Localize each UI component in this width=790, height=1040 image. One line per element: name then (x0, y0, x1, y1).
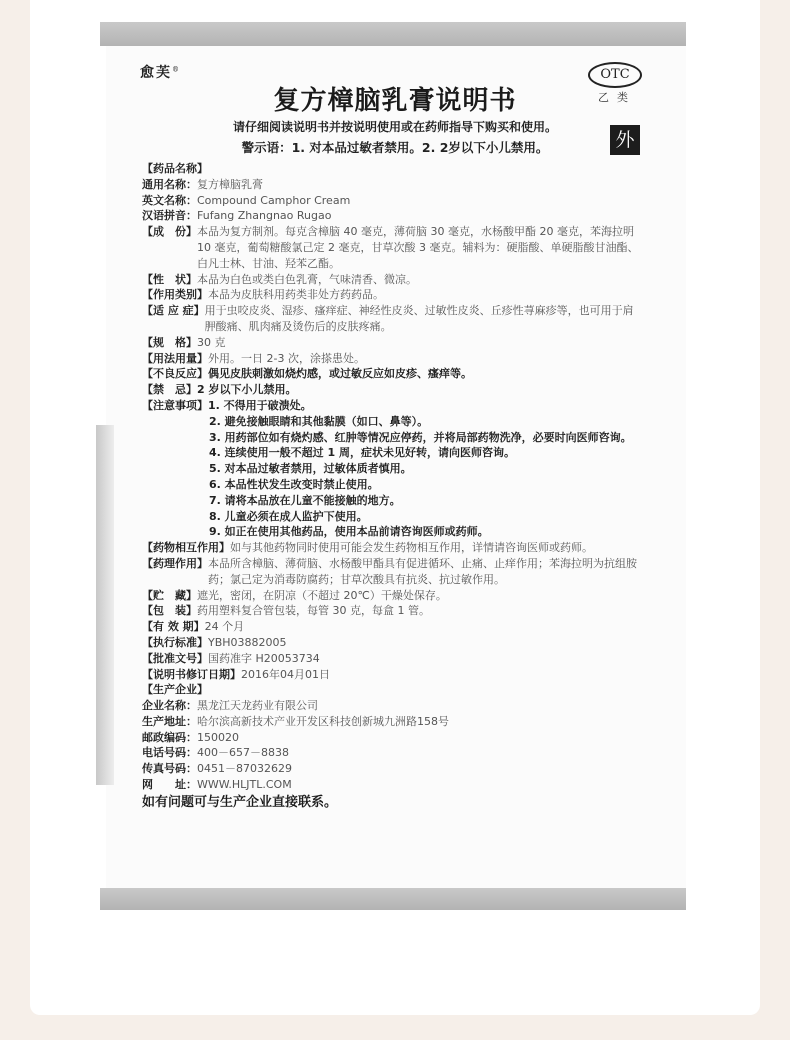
external-use-badge: 外 (610, 125, 640, 155)
section-label: 【包 装】 (142, 604, 197, 618)
section-label: 【批准文号】 (142, 651, 208, 665)
section-label: 【用法用量】 (142, 351, 208, 365)
precaution-item: 2. 避免接触眼睛和其他黏膜（如口、鼻等）。 (209, 414, 429, 428)
warning-line: 警示语：1. 对本品过敏者禁用。2. 2岁以下小儿禁用。 (241, 140, 549, 155)
section-value (208, 682, 642, 698)
precaution-item: 3. 用药部位如有烧灼感、红肿等情况应停药，并将局部药物洗净，必要时向医师咨询。 (209, 430, 632, 444)
section-row (142, 603, 642, 619)
section-label: 【药理作用】 (142, 556, 208, 570)
section-value: 药用塑料复合管包装，每管 30 克，每盒 1 管。 (197, 604, 430, 618)
precaution-item: 9. 如正在使用其他药品，使用本品前请咨询医师或药师。 (209, 525, 489, 539)
section-label: 【适 应 症】 (142, 304, 205, 318)
section-value: Fufang Zhangnao Rugao (197, 209, 332, 223)
section-label: 汉语拼音： (142, 209, 197, 223)
manufacturer-value: 哈尔滨高新技术产业开发区科技创新城九洲路158号 (197, 714, 449, 728)
otc-badge: OTC (588, 62, 642, 88)
section-row (142, 651, 642, 667)
section-value: 如与其他药物同时使用可能会发生药物相互作用，详情请咨询医师或药师。 (230, 541, 593, 555)
manufacturer-value: 150020 (197, 730, 239, 744)
section-label: 【说明书修订日期】 (142, 667, 241, 681)
manufacturer-value: 400－657－8838 (197, 746, 289, 760)
section-value: 本品为白色或类白色乳膏，气味清香、微凉。 (197, 272, 417, 286)
section-value: 2 岁以下小儿禁用。 (197, 383, 297, 397)
section-row (142, 177, 642, 193)
manufacturer-value: 0451－87032629 (197, 762, 292, 776)
manufacturer-row (142, 714, 642, 730)
manufacturer-label: 生产地址： (142, 714, 197, 728)
section-row (142, 635, 642, 651)
precaution-item: 8. 儿童必须在成人监护下使用。 (209, 509, 368, 523)
section-label: 【作用类别】 (142, 288, 208, 302)
section-row (142, 667, 642, 683)
section-value: 外用。一日 2-3 次，涂搽患处。 (208, 351, 365, 365)
section-label: 【规 格】 (142, 335, 197, 349)
section-row (142, 193, 642, 209)
section-label: 【性 状】 (142, 272, 197, 286)
section-row (142, 351, 642, 367)
contact-note: 如有问题可与生产企业直接联系。 (142, 794, 338, 810)
scan-top-band (100, 22, 686, 46)
manufacturer-label: 企业名称： (142, 699, 197, 713)
section-value: 复方樟脑乳膏 (197, 177, 263, 191)
section-row (142, 382, 642, 398)
manufacturer-row (142, 698, 642, 714)
usage-notice: 请仔细阅读说明书并按说明使用或在药师指导下购买和使用。 (232, 120, 557, 134)
scan-left-shadow (96, 425, 114, 785)
section-row (142, 272, 642, 288)
section-row (142, 540, 642, 556)
section-label: 【有 效 期】 (142, 620, 205, 634)
manufacturer-label: 电话号码： (142, 746, 197, 760)
section-value (208, 161, 642, 177)
section-label: 【执行标准】 (142, 635, 208, 649)
section-label: 【生产企业】 (142, 683, 208, 697)
manufacturer-value: 黑龙江天龙药业有限公司 (197, 699, 318, 713)
section-value: Compound Camphor Cream (197, 193, 351, 207)
section-value: 偶见皮肤刺激如烧灼感，或过敏反应如皮疹、瘙痒等。 (208, 367, 472, 381)
section-value: 本品所含樟脑、薄荷脑、水杨酸甲酯具有促进循环、止痛、止痒作用；苯海拉明为抗组胺药；氯己定为消毒防腐药；甘草次酸具有抗炎、抗过敏作用。 (208, 556, 637, 586)
section-label: 【禁 忌】 (142, 383, 197, 397)
manufacturer-row (142, 761, 642, 777)
section-row (142, 224, 642, 271)
section-row (142, 619, 642, 635)
section-row (142, 556, 642, 588)
section-row (142, 335, 642, 351)
section-label: 【药物相互作用】 (142, 541, 230, 555)
section-row (142, 398, 642, 414)
section-value: YBH03882005 (208, 635, 287, 649)
section-label: 【注意事项】 (142, 398, 208, 412)
precaution-item: 6. 本品性状发生改变时禁止使用。 (209, 477, 379, 491)
section-value: 本品为复方制剂。每克含樟脑 40 毫克，薄荷脑 30 毫克，水杨酸甲酯 20 毫克，苯海拉明 10 毫克，葡萄糖酸氯己定 2 毫克，甘草次酸 3 毫克。辅料为：硬脂酸、单硬脂酸甘油酯、白凡士林、甘油、羟苯乙酯。 (197, 225, 639, 270)
section-value: 1. 不得用于破溃处。 (208, 398, 312, 412)
section-row (142, 366, 642, 382)
section-row (142, 161, 642, 177)
otc-class: 乙类 (598, 91, 636, 104)
section-label: 通用名称： (142, 177, 197, 191)
manufacturer-label: 网 址： (142, 778, 197, 792)
section-label: 【成 份】 (142, 225, 197, 239)
section-row (142, 208, 642, 224)
section-label: 英文名称： (142, 193, 197, 207)
section-row (142, 588, 642, 604)
brand-logo: 愈芙® (140, 65, 181, 81)
manufacturer-row (142, 745, 642, 761)
section-value: 遮光，密闭，在阴凉（不超过 20℃）干燥处保存。 (197, 588, 447, 602)
section-label: 【药品名称】 (142, 162, 208, 175)
manufacturer-row (142, 777, 642, 793)
document-title: 复方樟脑乳膏说明书 (273, 86, 517, 116)
manufacturer-row (142, 730, 642, 746)
precaution-item: 5. 对本品过敏者禁用，过敏体质者慎用。 (209, 462, 412, 476)
leaflet-body (142, 161, 642, 811)
section-row (142, 682, 642, 698)
section-value: 本品为皮肤科用药类非处方药药品。 (208, 288, 384, 302)
scan-bottom-band (100, 888, 686, 910)
section-row (142, 287, 642, 303)
section-value: 用于虫咬皮炎、湿疹、瘙痒症、神经性皮炎、过敏性皮炎、丘疹性荨麻疹等，也可用于肩胛酸痛、肌肉痛及烫伤后的皮肤疼痛。 (204, 304, 634, 333)
section-label: 【不良反应】 (142, 367, 208, 381)
manufacturer-label: 传真号码： (142, 762, 197, 776)
precaution-item: 7. 请将本品放在儿童不能接触的地方。 (209, 493, 401, 507)
section-row (142, 303, 642, 335)
section-label: 【贮 藏】 (142, 588, 197, 602)
section-value: 24 个月 (204, 620, 245, 634)
section-value: 30 克 (197, 335, 226, 349)
section-value: 国药准字 H20053734 (208, 651, 320, 665)
manufacturer-label: 邮政编码： (142, 730, 197, 744)
manufacturer-value: WWW.HLJTL.COM (197, 778, 292, 792)
section-value: 2016年04月01日 (241, 667, 330, 681)
precaution-item: 4. 连续使用一般不超过 1 周，症状未见好转，请向医师咨询。 (209, 446, 515, 460)
